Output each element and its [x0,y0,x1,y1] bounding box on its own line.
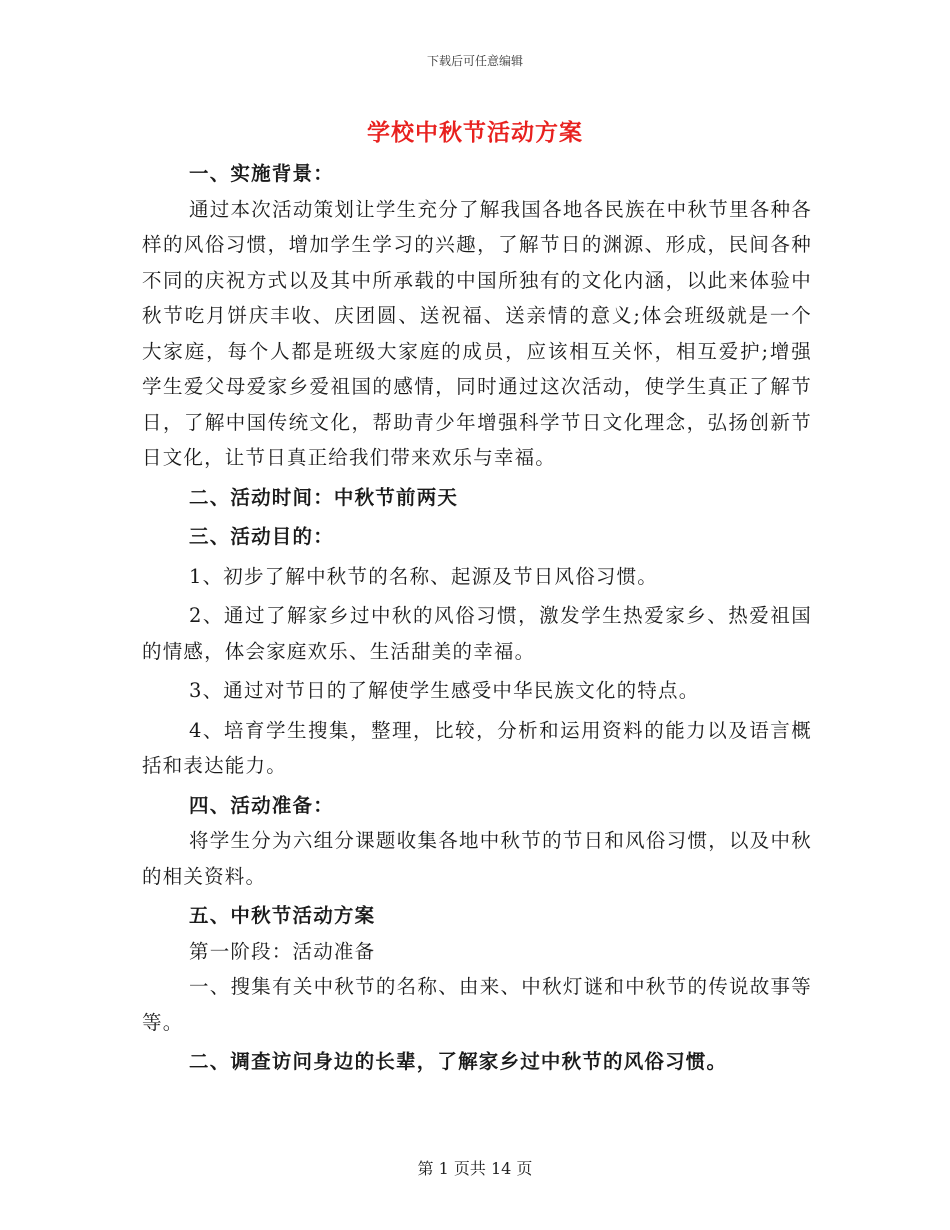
purpose-item-3: 3、通过对节日的了解使学生感受中华民族文化的特点。 [189,679,700,702]
document-title: 学校中秋节活动方案 [367,119,583,146]
purpose-item-1: 1、初步了解中秋节的名称、起源及节日风俗习惯。 [189,564,659,588]
purpose-item-2: 2、通过了解家乡过中秋的风俗习惯，激发学生热爱家乡、热爱祖国的情感，体会家庭欢乐、生活甜美的幸福。 [142,604,812,663]
stage-one-label: 第一阶段：活动准备 [189,939,376,963]
section-heading-purpose: 三、活动目的： [189,525,334,548]
paragraph-background-body: 通过本次活动策划让学生充分了解我国各地各民族在中秋节里各种各样的风俗习惯，增加学生学习的兴趣，了解节日的渊源、形成，民间各种不同的庆祝方式以及其中所承载的中国所独有的文化内涵，以此来体验中秋节吃月饼庆丰收、庆团圆、送祝福、送亲情的意义;体会班级就是一个大家庭，每个人都是班级大家庭的成员，应该相互关怀，相互爱护;增强学生爱父母爱家乡爱祖国的感情，同时通过这次活动，使学生真正了解节日，了解中国传统文化，帮助青少年增强科学节日文化理念，弘扬创新节日文化，让节日真正给我们带来欢乐与幸福。 [142,197,812,469]
page-header: 下载后可任意编辑 [426,54,523,68]
purpose-item-4: 4、培育学生搜集，整理，比较，分析和运用资料的能力以及语言概括和表达能力。 [142,718,812,777]
paragraph-preparation-body: 将学生分为六组分课题收集各地中秋节的节日和风俗习惯，以及中秋的相关资料。 [142,829,812,888]
section-heading-time: 二、活动时间：中秋节前两天 [189,485,459,509]
stage-one-item-1: 一、搜集有关中秋节的名称、由来、中秋灯谜和中秋节的传说故事等等。 [142,975,812,1034]
page-footer: 第 1 页共 14 页 [417,1159,533,1178]
section-heading-plan: 五、中秋节活动方案 [189,904,376,927]
stage-one-item-2: 二、调查访问身边的长辈，了解家乡过中秋节的风俗习惯。 [189,1050,728,1073]
section-heading-background: 一、实施背景： [189,162,334,185]
document-body [142,156,812,1080]
section-heading-preparation: 四、活动准备： [189,793,334,817]
